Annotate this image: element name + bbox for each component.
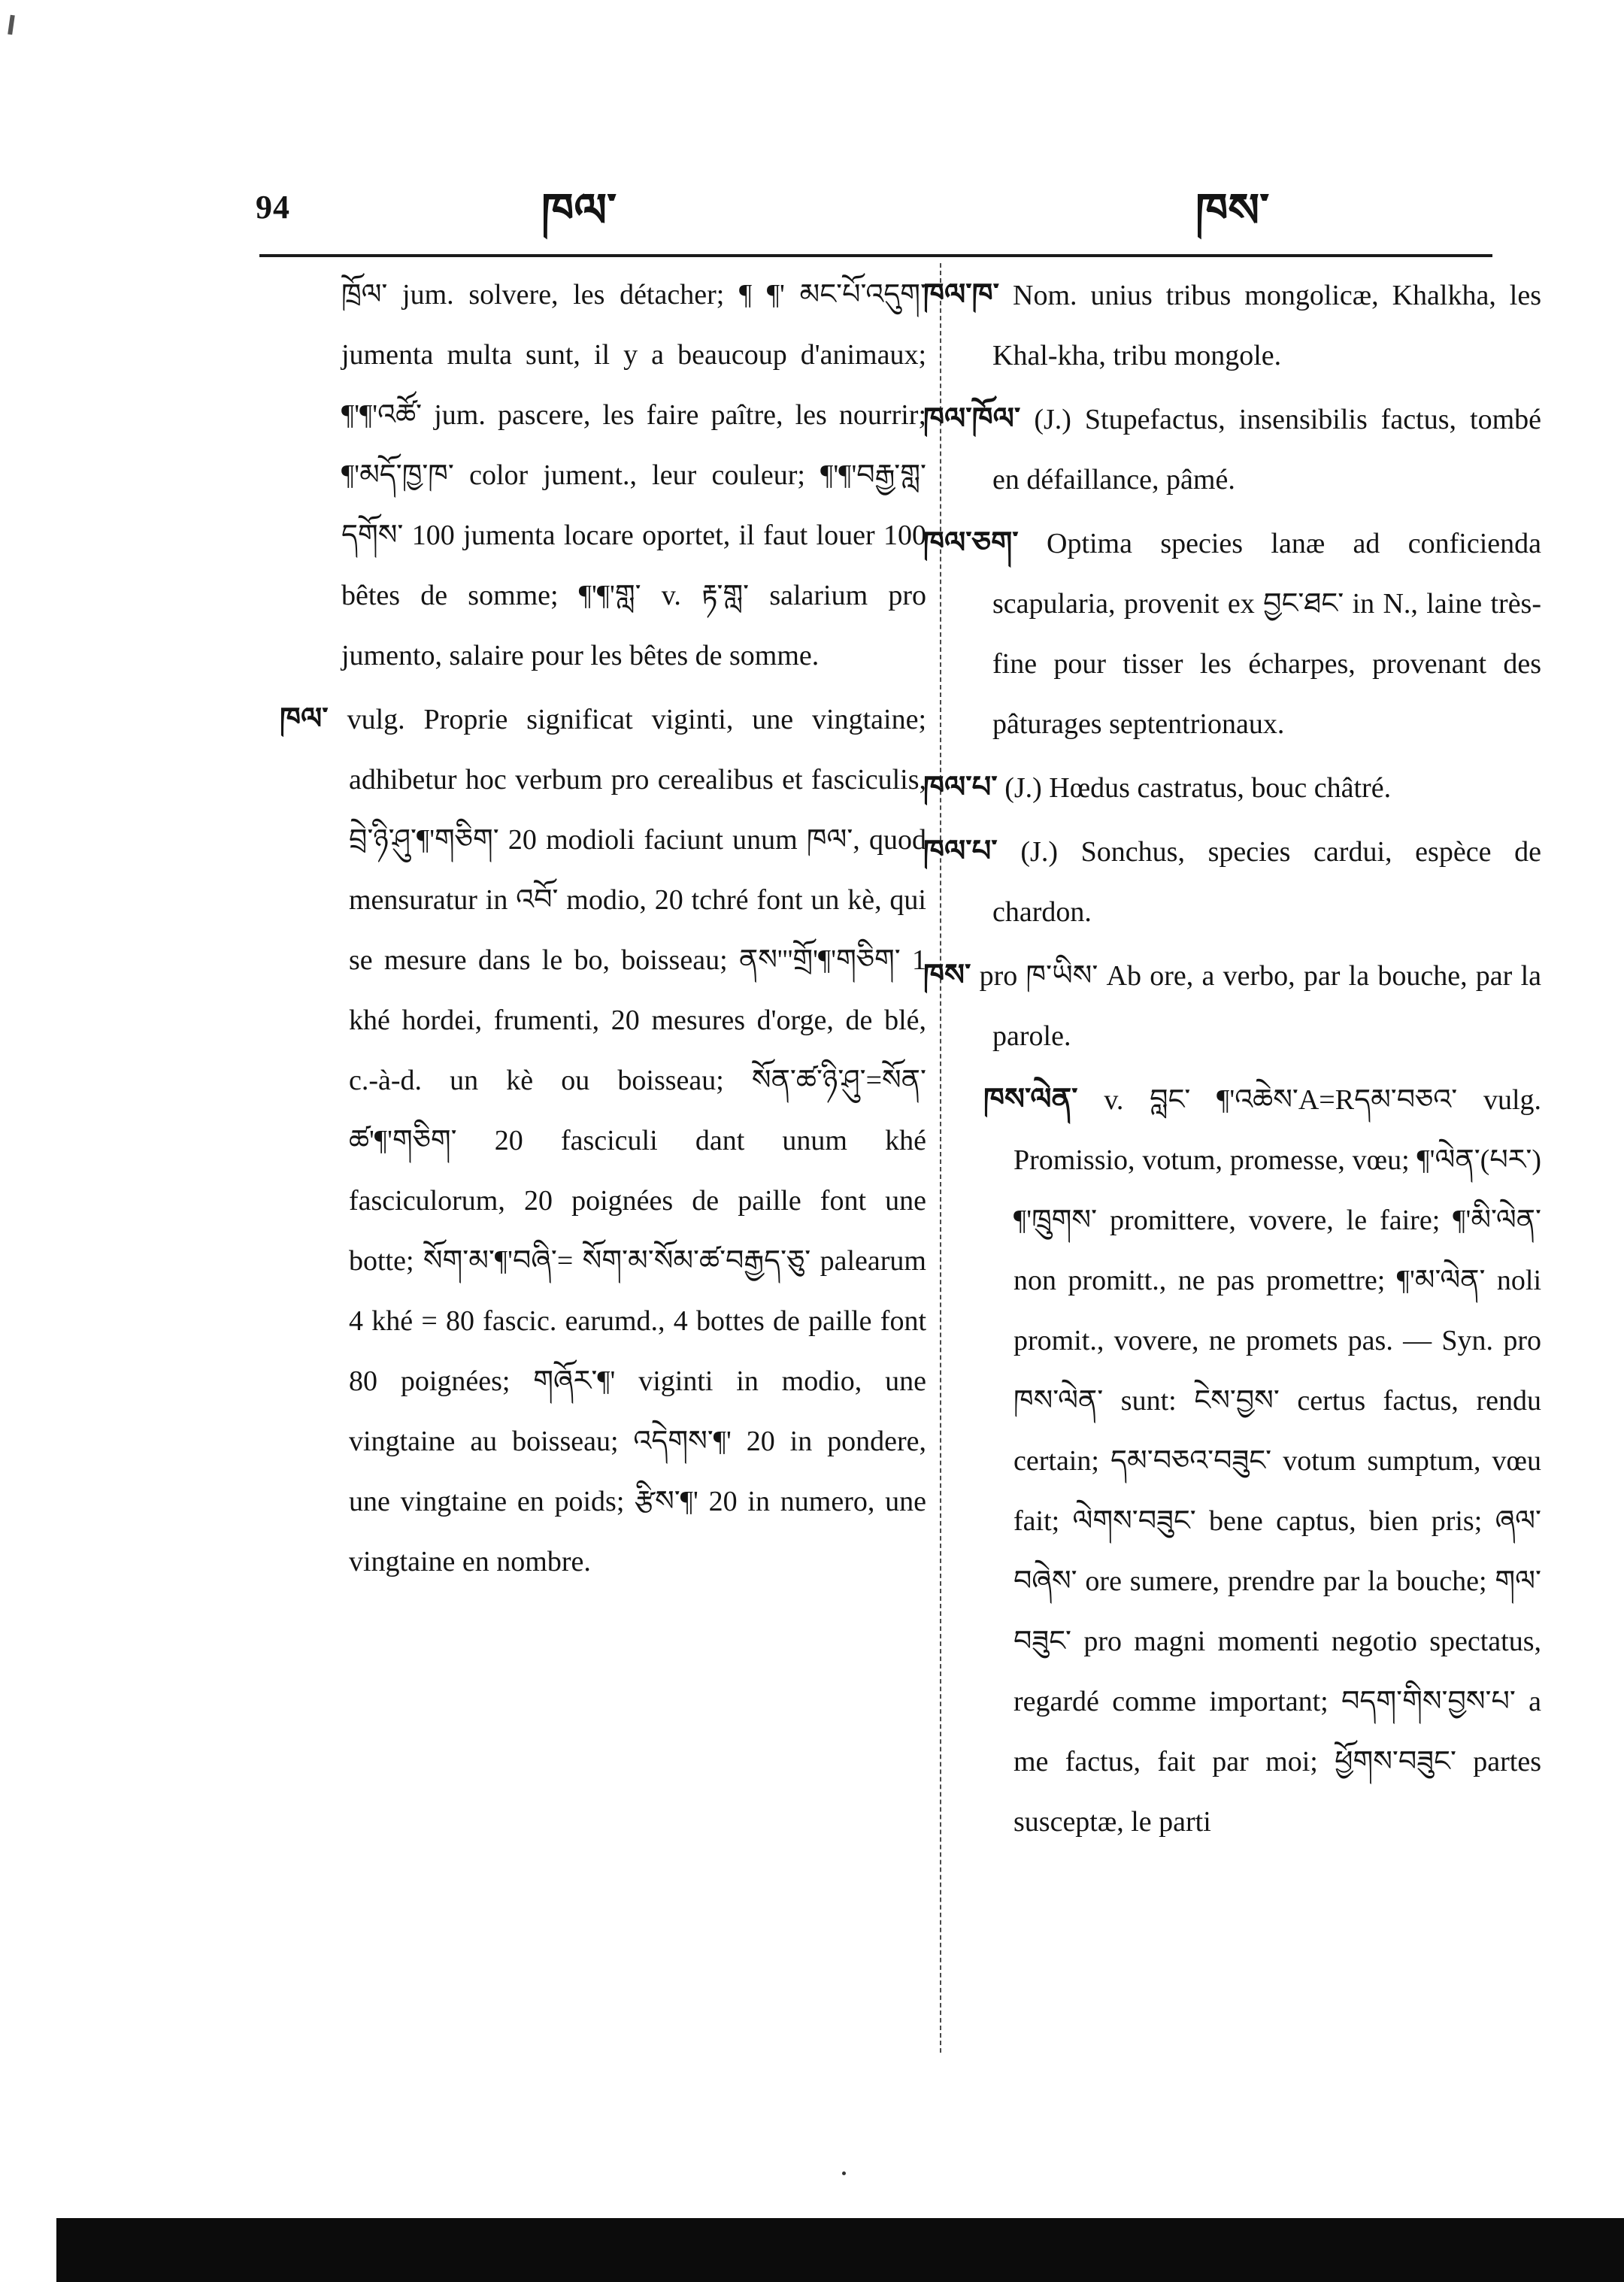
entry-text: pro ཁ་ཡིས་ Ab ore, a verbo, par la bouche, par la parole.: [979, 960, 1541, 1052]
entry-headword: ཁལ་པ་: [923, 834, 998, 868]
entry-text: Optima species lanæ ad conficienda scapularia, provenit ex བྱང་ཐང་ in N., laine très-fine pour tisser les écharpes, provenant des pâturages septentrionaux.: [992, 528, 1541, 740]
dictionary-subentry: [923, 1069, 1541, 1852]
entry-headword: ཁལ་ཁོལ་: [923, 402, 1021, 436]
dictionary-entry: [280, 689, 926, 1592]
scan-mark: [8, 15, 15, 35]
entry-text: ཁྲོལ་ jum. solvere, les détacher; ¶ ¶' མང་པོ་འདུག་ jumenta multa sunt, il y a beaucoup d'animaux; ¶'¶'འཚོ་ jum. pascere, les faire paître, les nourrir; ¶'མདོ་ཁྱ་ཁ་ color jument., leur couleur; ¶'¶'བརྒྱ་གླ་དགོས་ 100 jumenta locare oportet, il faut louer 100 bêtes de somme; ¶'¶'གླ་ v. རྟ་གླ་ salarium pro jumento, salaire pour les bêtes de somme.: [341, 279, 926, 671]
running-head-left: ཁལ་: [541, 183, 617, 238]
dictionary-entry: [923, 821, 1541, 942]
entry-headword: ཁལ་པ་: [923, 770, 998, 805]
entry-headword: ཁས་ལེན་: [983, 1082, 1078, 1117]
entry-headword: ཁལ་: [280, 702, 329, 736]
dictionary-entry: [923, 513, 1541, 754]
dictionary-entry: [923, 945, 1541, 1066]
dictionary-entry: [923, 265, 1541, 386]
entry-text: v. བླང་ ¶'འཆེས་A=Rདམ་བཅའ་ vulg. Promissio, votum, promesse, vœu; ¶'ལེན་(པར་) ¶'ཁྲུགས་ promittere, vovere, le faire; ¶'མི་ལེན་ non promitt., ne pas promettre; ¶'མ་ལེན་ noli promit., vovere, ne promets pas. — Syn. pro ཁས་ལེན་ sunt: ངེས་བྱས་ certus factus, rendu certain; དམ་བཅའ་བཟུང་ votum sumptum, vœu fait; ལེགས་བཟུང་ bene captus, bien pris; ཞལ་བཞེས་ ore sumere, prendre par la bouche; གལ་བཟུང་ pro magni momenti negotio spectatus, regardé comme important; བདག་གིས་བྱས་པ་ a me factus, fait par moi; ཕྱོགས་བཟུང་ partes susceptæ, le parti: [1013, 1084, 1542, 1838]
scan-bottom-border: [56, 2218, 1624, 2282]
right-column: [923, 265, 1541, 1852]
entry-text: (J.) Hœdus castratus, bouc châtré.: [1004, 772, 1392, 804]
entry-continuation: [280, 265, 926, 686]
entry-text: Nom. unius tribus mongolicæ, Khalkha, les Khal-kha, tribu mongole.: [992, 280, 1541, 371]
left-column: [280, 265, 926, 1592]
dictionary-entry: [923, 389, 1541, 510]
entry-headword: ཁལ་ཁ་: [923, 277, 1000, 312]
entry-text: (J.) Stupefactus, insensibilis factus, tombé en défaillance, pâmé.: [992, 404, 1542, 495]
scan-speck: [842, 2171, 846, 2175]
entry-text: (J.) Sonchus, species cardui, espèce de chardon.: [992, 836, 1541, 928]
entry-text: vulg. Proprie significat viginti, une vingtaine; adhibetur hoc verbum pro cerealibus et fasciculis, བྲེ་ཉི་ཤུ་¶'གཅིག་ 20 modioli faciunt unum ཁལ་, quod mensuratur in འབོ་ modio, 20 tchré font un kè, qui se mesure dans le bo, boisseau; ནས'''གྲོ'¶'གཅིག་ 1 khé hordei, frumenti, 20 mesures d'orge, de blé, c.-à-d. un kè ou boisseau; སོན་ཚ་ཉི་ཤུ་=སོན་ཚ'¶'གཅིག་ 20 fasciculi dant unum khé fasciculorum, 20 poignées de paille font une botte; སོག་མ་¶'བཞི་= སོག་མ་སོམ་ཚ་བརྒྱད་ཅུ་ palearum 4 khé = 80 fascic. earumd., 4 bottes de paille font 80 poignées; གཞོར་¶' viginti in modio, une vingtaine au boisseau; འདེགས་¶' 20 in pondere, une vingtaine en poids; རྩིས་¶' 20 in numero, une vingtaine en nombre.: [347, 704, 927, 1577]
dictionary-entry: [923, 757, 1541, 818]
entry-headword: ཁལ་ཅག་: [923, 526, 1019, 560]
page-number: 94: [256, 189, 290, 226]
entry-headword: ཁས་: [923, 958, 971, 993]
running-head-right: ཁས་: [1195, 183, 1270, 238]
header-rule: [259, 254, 1492, 257]
